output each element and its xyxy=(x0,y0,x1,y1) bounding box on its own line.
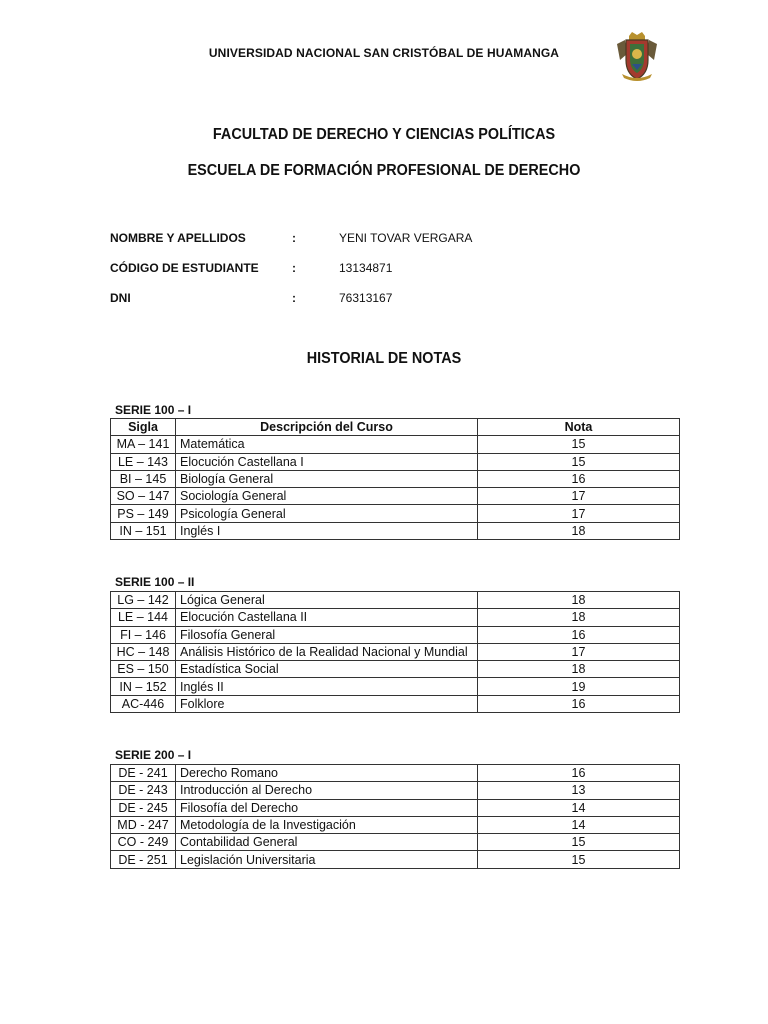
column-header-sigla: Sigla xyxy=(111,419,176,436)
table-header-row xyxy=(111,419,680,436)
course-description: Metodología de la Investigación xyxy=(176,816,478,833)
course-description: Elocución Castellana II xyxy=(176,609,478,626)
series-title: SERIE 200 – I xyxy=(115,748,192,762)
student-name-value: YENI TOVAR VERGARA xyxy=(339,231,473,245)
separator: : xyxy=(292,291,296,305)
course-grade: 16 xyxy=(478,470,680,487)
course-description: Psicología General xyxy=(176,505,478,522)
table-row xyxy=(111,436,680,453)
table-row xyxy=(111,661,680,678)
course-description: Lógica General xyxy=(176,592,478,609)
course-description: Filosofía del Derecho xyxy=(176,799,478,816)
student-dni-value: 76313167 xyxy=(339,291,393,305)
course-code: FI – 146 xyxy=(111,626,176,643)
course-grade: 15 xyxy=(478,851,680,868)
course-grade: 16 xyxy=(478,765,680,782)
course-code: LE – 143 xyxy=(111,453,176,470)
course-grade: 17 xyxy=(478,488,680,505)
course-code: SO – 147 xyxy=(111,488,176,505)
course-description: Biología General xyxy=(176,470,478,487)
course-grade: 18 xyxy=(478,592,680,609)
table-row xyxy=(111,816,680,833)
course-description: Inglés II xyxy=(176,678,478,695)
separator: : xyxy=(292,261,296,275)
course-description: Filosofía General xyxy=(176,626,478,643)
course-description: Legislación Universitaria xyxy=(176,851,478,868)
course-code: DE - 245 xyxy=(111,799,176,816)
course-code: CO - 249 xyxy=(111,834,176,851)
course-description: Contabilidad General xyxy=(176,834,478,851)
table-row xyxy=(111,505,680,522)
course-grade: 18 xyxy=(478,522,680,539)
table-row xyxy=(111,609,680,626)
course-code: ES – 150 xyxy=(111,661,176,678)
course-description: Matemática xyxy=(176,436,478,453)
separator: : xyxy=(292,231,296,245)
grades-table-serie-100-ii xyxy=(110,591,680,713)
course-grade: 16 xyxy=(478,695,680,712)
course-code: LG – 142 xyxy=(111,592,176,609)
course-description: Inglés I xyxy=(176,522,478,539)
course-grade: 17 xyxy=(478,505,680,522)
student-dni-row xyxy=(110,291,610,309)
course-code: IN – 152 xyxy=(111,678,176,695)
table-row xyxy=(111,643,680,660)
course-code: MD - 247 xyxy=(111,816,176,833)
table-row xyxy=(111,851,680,868)
course-description: Introducción al Derecho xyxy=(176,782,478,799)
table-row xyxy=(111,470,680,487)
university-coat-of-arms-icon xyxy=(614,30,660,82)
grades-table-serie-100-i xyxy=(110,418,680,540)
course-code: BI – 145 xyxy=(111,470,176,487)
course-code: PS – 149 xyxy=(111,505,176,522)
faculty-name: FACULTAD DE DERECHO Y CIENCIAS POLÍTICAS xyxy=(212,126,556,143)
course-grade: 18 xyxy=(478,661,680,678)
column-header-descripcion: Descripción del Curso xyxy=(176,419,478,436)
course-grade: 15 xyxy=(478,834,680,851)
course-description: Estadística Social xyxy=(176,661,478,678)
student-code-value: 13134871 xyxy=(339,261,393,275)
student-name-label: NOMBRE Y APELLIDOS xyxy=(110,231,246,245)
course-code: AC-446 xyxy=(111,695,176,712)
course-code: DE - 243 xyxy=(111,782,176,799)
student-code-label: CÓDIGO DE ESTUDIANTE xyxy=(110,261,259,275)
table-row xyxy=(111,765,680,782)
course-grade: 14 xyxy=(478,816,680,833)
series-title: SERIE 100 – II xyxy=(115,575,195,589)
course-code: DE - 241 xyxy=(111,765,176,782)
history-title: HISTORIAL DE NOTAS xyxy=(306,350,462,367)
course-grade: 15 xyxy=(478,436,680,453)
course-code: DE - 251 xyxy=(111,851,176,868)
table-row xyxy=(111,488,680,505)
course-description: Elocución Castellana I xyxy=(176,453,478,470)
student-code-row xyxy=(110,261,610,279)
student-dni-label: DNI xyxy=(110,291,131,305)
course-grade: 13 xyxy=(478,782,680,799)
table-row xyxy=(111,799,680,816)
table-row xyxy=(111,678,680,695)
course-description: Folklore xyxy=(176,695,478,712)
table-row xyxy=(111,626,680,643)
table-row xyxy=(111,453,680,470)
course-grade: 18 xyxy=(478,609,680,626)
table-row xyxy=(111,782,680,799)
course-grade: 19 xyxy=(478,678,680,695)
table-row xyxy=(111,592,680,609)
column-header-nota: Nota xyxy=(478,419,680,436)
student-name-row xyxy=(110,231,610,249)
course-code: LE – 144 xyxy=(111,609,176,626)
school-name: ESCUELA DE FORMACIÓN PROFESIONAL DE DERECHO xyxy=(187,162,581,179)
course-description: Sociología General xyxy=(176,488,478,505)
course-code: IN – 151 xyxy=(111,522,176,539)
table-row xyxy=(111,834,680,851)
course-grade: 15 xyxy=(478,453,680,470)
university-name: UNIVERSIDAD NACIONAL SAN CRISTÓBAL DE HUAMANGA xyxy=(208,46,560,60)
course-code: HC – 148 xyxy=(111,643,176,660)
course-description: Análisis Histórico de la Realidad Nacional y Mundial xyxy=(176,643,478,660)
table-row xyxy=(111,695,680,712)
course-grade: 16 xyxy=(478,626,680,643)
grades-table-serie-200-i xyxy=(110,764,680,869)
course-description: Derecho Romano xyxy=(176,765,478,782)
table-row xyxy=(111,522,680,539)
course-grade: 17 xyxy=(478,643,680,660)
course-grade: 14 xyxy=(478,799,680,816)
series-title: SERIE 100 – I xyxy=(115,403,192,417)
course-code: MA – 141 xyxy=(111,436,176,453)
